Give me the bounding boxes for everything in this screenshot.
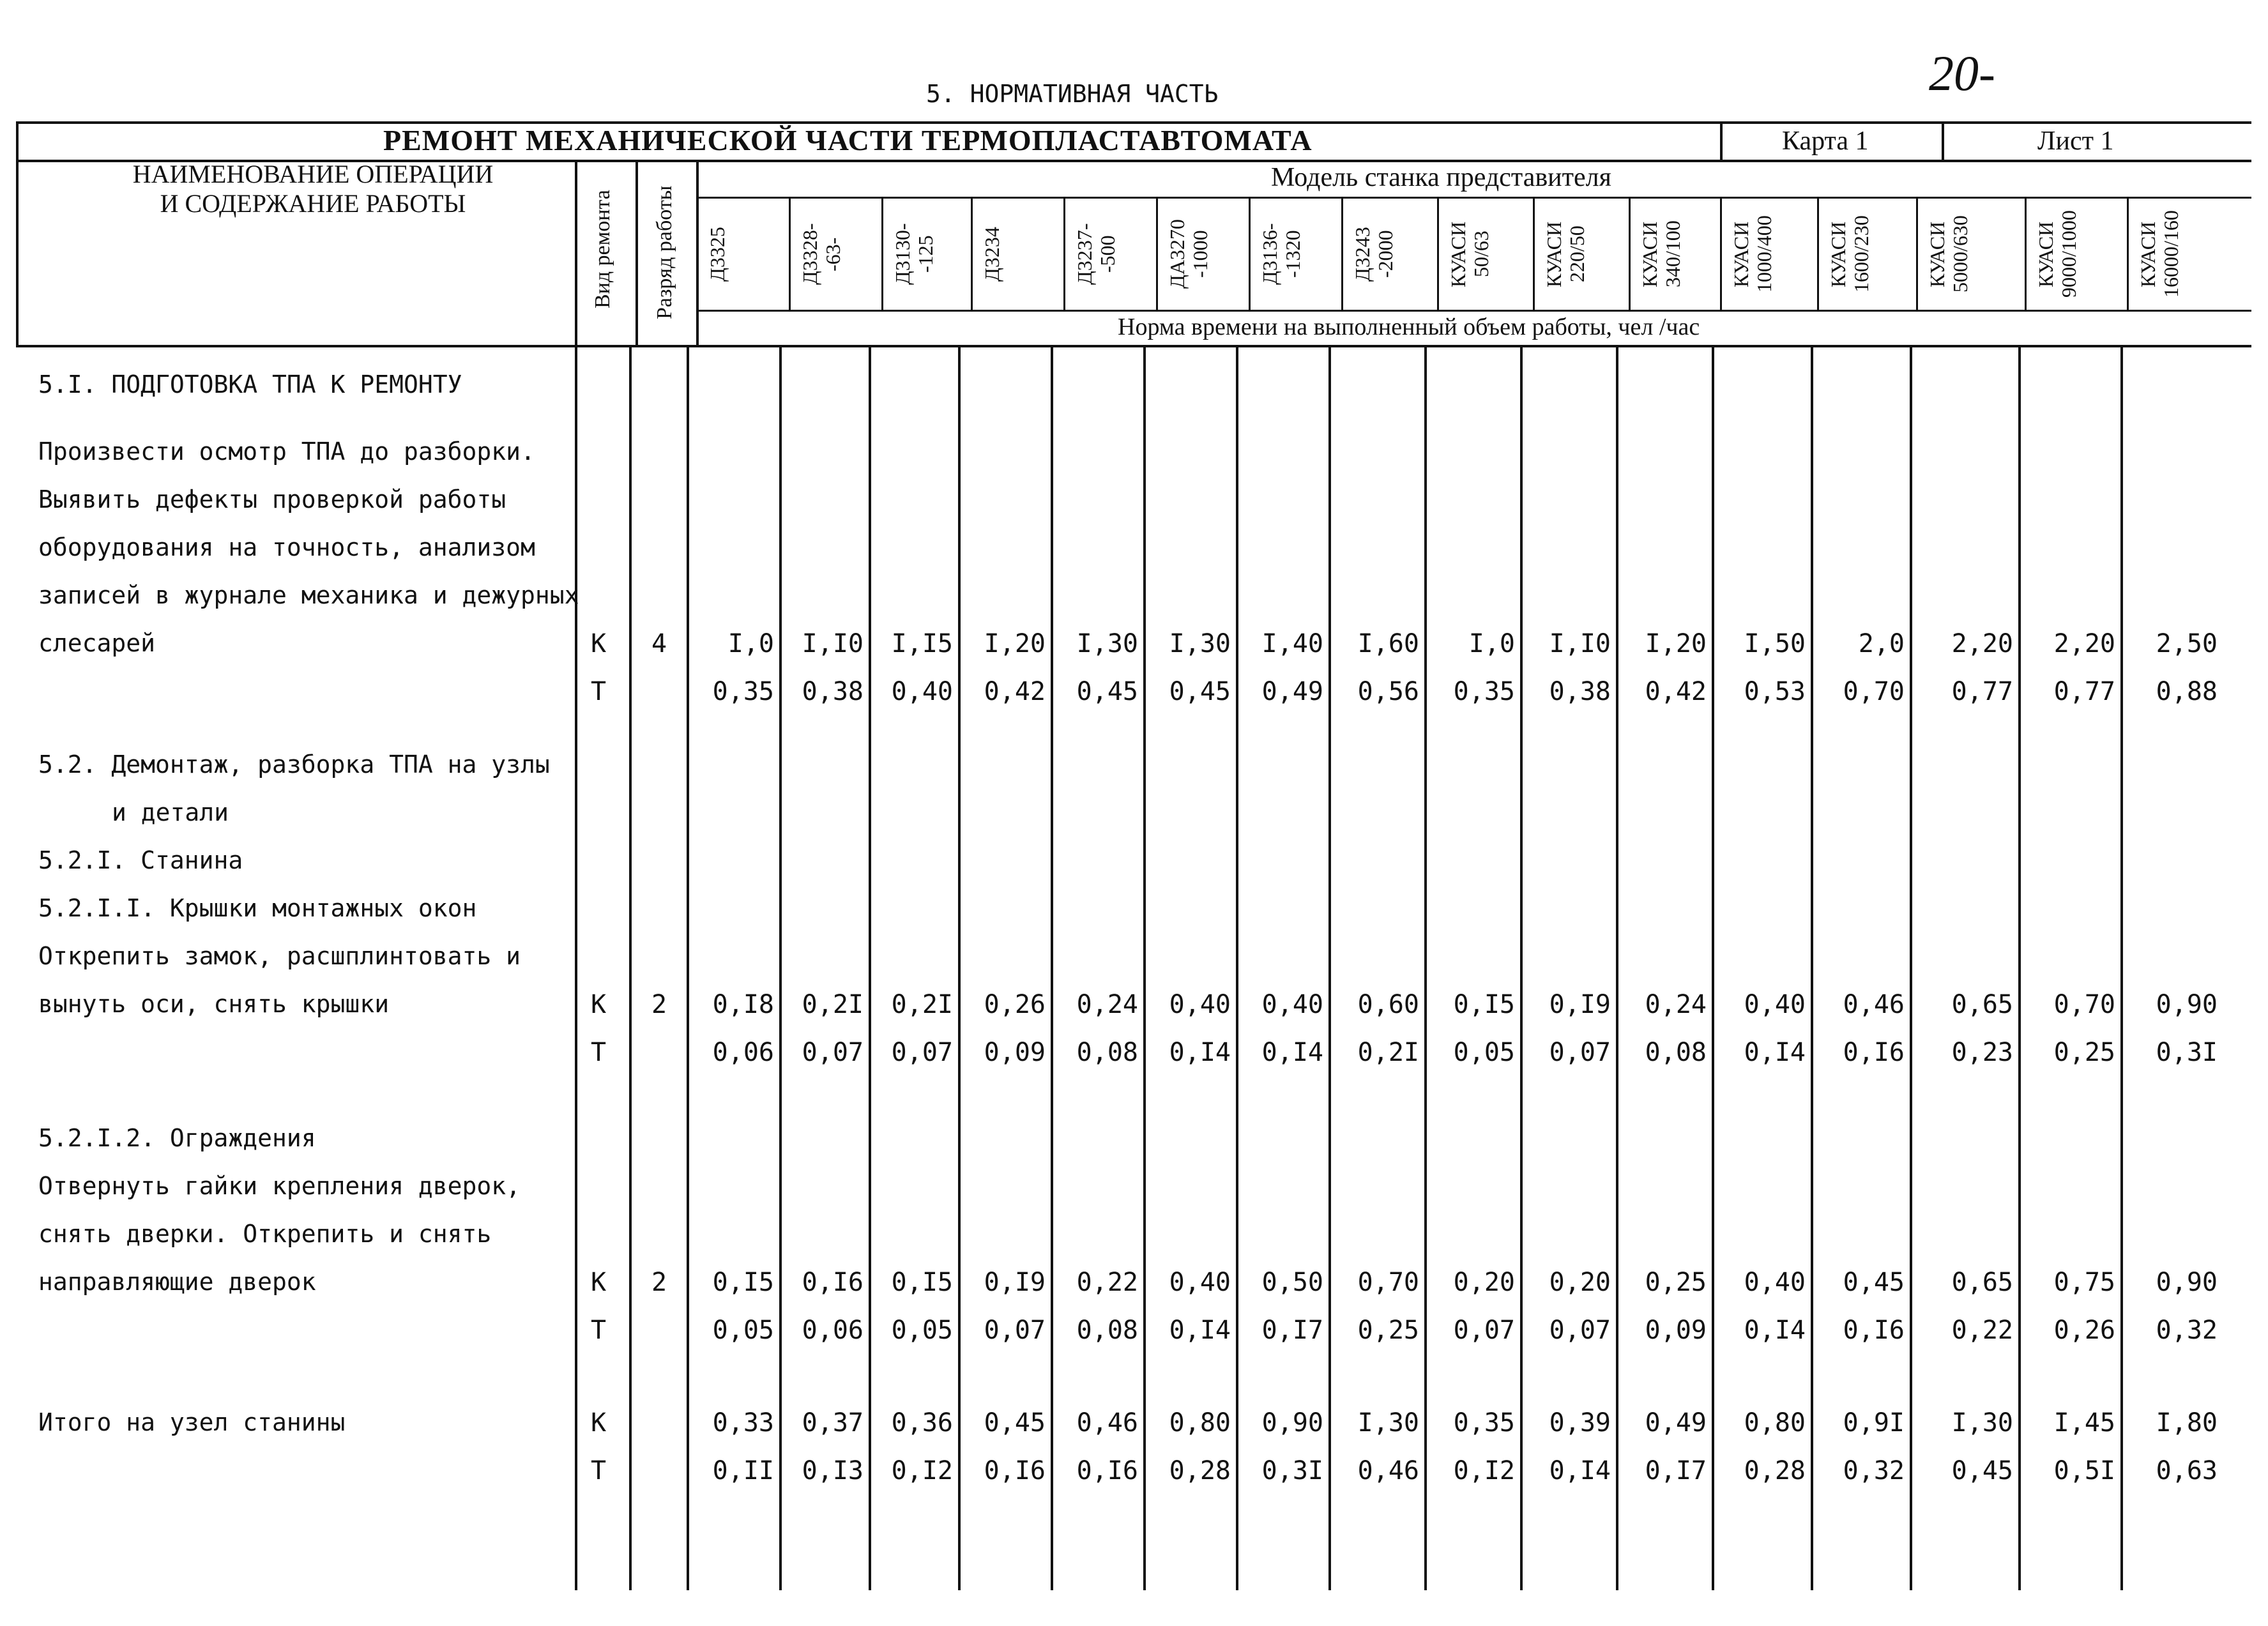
norm-value-cell: 0,I2: [1453, 1456, 1515, 1485]
norm-value-cell: 0,50: [1261, 1268, 1323, 1297]
norm-value-cell: 0,22: [1951, 1316, 2013, 1345]
norm-value-cell: 0,08: [1645, 1038, 1707, 1067]
norm-value-cell: 0,I6: [1076, 1456, 1138, 1485]
norm-value-cell: 0,I2: [891, 1456, 953, 1485]
repair-type-cell: К: [591, 1268, 607, 1297]
norm-value-cell: 0,I6: [802, 1268, 864, 1297]
norm-value-cell: I,20: [984, 629, 1046, 658]
norm-value-cell: 0,3I: [2156, 1038, 2218, 1067]
norm-value-cell: 0,II: [712, 1456, 774, 1485]
norm-value-cell: 0,77: [1951, 677, 2013, 706]
norm-value-cell: 0,I5: [712, 1268, 774, 1297]
section-5-2-title-cont: и детали: [112, 798, 229, 826]
norm-value-cell: I,20: [1645, 629, 1707, 658]
grid-column-line: [1143, 345, 1146, 1590]
grid-column-line: [1712, 345, 1714, 1590]
norm-value-cell: 0,39: [1549, 1408, 1611, 1438]
norm-value-cell: 2,20: [2053, 629, 2115, 658]
norm-value-cell: 0,I4: [1744, 1038, 1806, 1067]
norm-value-cell: 2,20: [1951, 629, 2013, 658]
model-header-15: КУАСИ 16000/160: [2136, 210, 2182, 298]
norm-value-cell: 0,88: [2156, 677, 2218, 706]
norm-value-cell: 0,25: [1645, 1268, 1707, 1297]
model-header-2: Д3130- -125: [891, 223, 937, 285]
norm-value-cell: 0,2I: [802, 990, 864, 1019]
norm-value-cell: 0,80: [1744, 1408, 1806, 1438]
norm-value-cell: 0,70: [1843, 677, 1905, 706]
norm-value-cell: I,30: [1951, 1408, 2013, 1438]
section-5-1-line-3: оборудования на точность, анализом: [38, 533, 535, 561]
norm-value-cell: 0,35: [1453, 1408, 1515, 1438]
norm-value-cell: 0,3I: [1261, 1456, 1323, 1485]
norm-value-cell: 0,26: [984, 990, 1046, 1019]
norm-value-cell: 0,28: [1169, 1456, 1231, 1485]
norm-value-cell: 0,70: [1357, 1268, 1419, 1297]
norm-value-cell: 0,I4: [1169, 1038, 1231, 1067]
model-header-0: Д3325: [706, 227, 729, 282]
norm-value-cell: 0,20: [1549, 1268, 1611, 1297]
norm-value-cell: 0,46: [1076, 1408, 1138, 1438]
norm-value-cell: I,0: [1468, 629, 1515, 658]
model-header-9: КУАСИ 220/50: [1542, 221, 1588, 287]
norm-value-cell: 0,90: [2156, 990, 2218, 1019]
model-header-8: КУАСИ 50/63: [1447, 221, 1493, 287]
norm-value-cell: 0,25: [1357, 1316, 1419, 1345]
norm-value-cell: 0,40: [1261, 990, 1323, 1019]
norm-value-cell: 0,40: [1169, 1268, 1231, 1297]
norm-value-cell: 0,06: [712, 1038, 774, 1067]
norm-value-cell: 0,I6: [1843, 1316, 1905, 1345]
norm-value-cell: 0,35: [712, 677, 774, 706]
repair-type-cell: Т: [591, 1038, 607, 1067]
section-5-1-line-2: Выявить дефекты проверкой работы: [38, 485, 506, 513]
norm-value-cell: 0,I4: [1744, 1316, 1806, 1345]
model-header-12: КУАСИ 1600/230: [1827, 215, 1873, 293]
work-grade-header: Разряд работы: [653, 185, 676, 319]
norm-value-cell: 0,23: [1951, 1038, 2013, 1067]
norm-value-cell: 0,I5: [1453, 990, 1515, 1019]
norm-value-cell: 0,42: [1645, 677, 1707, 706]
norm-value-cell: 0,09: [1645, 1316, 1707, 1345]
norm-value-cell: 0,5I: [2053, 1456, 2115, 1485]
norm-value-cell: 0,I4: [1261, 1038, 1323, 1067]
section-5-2-1-1-title: 5.2.I.I. Крышки монтажных окон: [38, 894, 477, 922]
grid-column-line: [958, 345, 961, 1590]
norm-value-cell: 0,32: [1843, 1456, 1905, 1485]
page-number: 20-: [1929, 45, 1995, 101]
norm-value-cell: I,I5: [891, 629, 953, 658]
norm-value-cell: 0,33: [712, 1408, 774, 1438]
norm-value-cell: 0,60: [1357, 990, 1419, 1019]
norm-value-cell: 0,25: [2053, 1038, 2115, 1067]
norm-value-cell: I,50: [1744, 629, 1806, 658]
norm-value-cell: 0,09: [984, 1038, 1046, 1067]
norm-value-cell: 0,24: [1645, 990, 1707, 1019]
operation-name-header: НАИМЕНОВАНИЕ ОПЕРАЦИИ И СОДЕРЖАНИЕ РАБОТЫ: [132, 160, 494, 218]
section-5-2-1-1-line-2: вынуть оси, снять крышки: [38, 990, 390, 1018]
norm-value-cell: 0,56: [1357, 677, 1419, 706]
grid-column-line: [1811, 345, 1813, 1590]
norm-value-cell: 0,45: [1951, 1456, 2013, 1485]
norm-value-cell: I,30: [1357, 1408, 1419, 1438]
norm-value-cell: 0,08: [1076, 1038, 1138, 1067]
model-header-1: Д3328- -63-: [798, 223, 844, 285]
model-header-11: КУАСИ 1000/400: [1730, 215, 1776, 293]
norm-value-cell: 0,24: [1076, 990, 1138, 1019]
norm-value-cell: 0,07: [802, 1038, 864, 1067]
section-5-2-1-2-line-1: Отвернуть гайки крепления дверок,: [38, 1172, 521, 1200]
norm-value-cell: 0,75: [2053, 1268, 2115, 1297]
norm-value-cell: 0,42: [984, 677, 1046, 706]
norm-value-cell: 0,I9: [1549, 990, 1611, 1019]
model-header-7: Д3243 -2000: [1351, 227, 1397, 282]
section-5-1-line-5: слесарей: [38, 629, 156, 657]
norm-value-cell: 0,45: [1169, 677, 1231, 706]
norm-value-cell: 0,45: [1843, 1268, 1905, 1297]
grid-column-line: [1520, 345, 1523, 1590]
norm-value-cell: 0,I4: [1169, 1316, 1231, 1345]
grid-column-line: [1424, 345, 1427, 1590]
model-header-13: КУАСИ 5000/630: [1926, 215, 1972, 293]
grid-column-line: [2018, 345, 2021, 1590]
model-header-14: КУАСИ 9000/1000: [2034, 210, 2080, 298]
section-5-1-title: 5.I. ПОДГОТОВКА ТПА К РЕМОНТУ: [38, 370, 462, 399]
work-grade-cell: 4: [651, 629, 667, 658]
norm-value-cell: 0,77: [2053, 677, 2115, 706]
grid-column-line: [575, 345, 577, 1590]
norm-value-cell: 0,22: [1076, 1268, 1138, 1297]
norm-value-cell: 0,49: [1261, 677, 1323, 706]
norm-value-cell: I,0: [727, 629, 774, 658]
norm-value-cell: I,60: [1357, 629, 1419, 658]
norm-value-cell: 0,07: [1549, 1038, 1611, 1067]
grid-column-line: [869, 345, 871, 1590]
section-5-2-1-2-line-2: снять дверки. Открепить и снять: [38, 1220, 492, 1248]
norm-value-cell: 0,40: [891, 677, 953, 706]
model-header-6: Д3136- -1320: [1258, 223, 1304, 285]
norm-value-cell: 0,45: [1076, 677, 1138, 706]
model-header-10: КУАСИ 340/100: [1638, 220, 1684, 288]
norm-value-cell: 0,05: [1453, 1038, 1515, 1067]
grid-column-line: [1236, 345, 1238, 1590]
norm-value-cell: 0,I7: [1645, 1456, 1707, 1485]
norm-value-cell: 0,36: [891, 1408, 953, 1438]
section-header: 5. НОРМАТИВНАЯ ЧАСТЬ: [926, 80, 1219, 108]
repair-type-cell: Т: [591, 677, 607, 706]
grid-column-line: [779, 345, 782, 1590]
sheet-label: Лист 1: [2037, 126, 2114, 156]
norm-value-cell: 0,I8: [712, 990, 774, 1019]
work-grade-cell: 2: [651, 990, 667, 1019]
norm-value-cell: 0,26: [2053, 1316, 2115, 1345]
norm-value-cell: I,30: [1076, 629, 1138, 658]
norm-value-cell: 0,07: [891, 1038, 953, 1067]
norm-value-cell: 0,I4: [1549, 1456, 1611, 1485]
norm-value-cell: 0,90: [2156, 1268, 2218, 1297]
norm-value-cell: 0,28: [1744, 1456, 1806, 1485]
norm-value-cell: 2,50: [2156, 629, 2218, 658]
norm-value-cell: 0,40: [1744, 1268, 1806, 1297]
norm-value-cell: 0,65: [1951, 1268, 2013, 1297]
card-label: Карта 1: [1782, 126, 1869, 156]
document-title: РЕМОНТ МЕХАНИЧЕСКОЙ ЧАСТИ ТЕРМОПЛАСТАВТОМАТА: [383, 124, 1313, 156]
norm-value-cell: 0,46: [1843, 990, 1905, 1019]
norm-value-cell: I,30: [1169, 629, 1231, 658]
norm-value-cell: 0,I3: [802, 1456, 864, 1485]
norm-value-cell: 0,05: [712, 1316, 774, 1345]
norm-value-cell: 0,80: [1169, 1408, 1231, 1438]
norm-value-cell: 0,06: [802, 1316, 864, 1345]
norm-value-cell: 0,38: [802, 677, 864, 706]
grid-column-line: [687, 345, 689, 1590]
norm-value-cell: 0,07: [1549, 1316, 1611, 1345]
model-header-4: Д3237- -500: [1073, 223, 1119, 285]
grid-column-line: [2120, 345, 2123, 1590]
total-frame-title: Итого на узел станины: [38, 1408, 346, 1436]
norm-value-cell: 0,37: [802, 1408, 864, 1438]
norm-value-cell: 0,I7: [1261, 1316, 1323, 1345]
grid-column-line: [1051, 345, 1053, 1590]
repair-type-header: Вид ремонта: [591, 190, 614, 308]
norm-value-cell: 0,2I: [891, 990, 953, 1019]
grid-column-line: [1616, 345, 1618, 1590]
norm-value-cell: 0,2I: [1357, 1038, 1419, 1067]
norm-value-cell: 0,65: [1951, 990, 2013, 1019]
norm-header: Норма времени на выполненный объем работы, чел /час: [1118, 314, 1700, 340]
models-header: Модель станка представителя: [1271, 163, 1611, 192]
norm-value-cell: 0,70: [2053, 990, 2115, 1019]
section-5-2-1-1-line-1: Открепить замок, расшплинтовать и: [38, 942, 521, 970]
section-5-2-1-2-line-3: направляющие дверок: [38, 1268, 316, 1296]
norm-value-cell: 0,I5: [891, 1268, 953, 1297]
norm-value-cell: 0,07: [984, 1316, 1046, 1345]
norm-value-cell: I,45: [2053, 1408, 2115, 1438]
section-5-1-line-4: записей в журнале механика и дежурных: [38, 581, 579, 609]
norm-value-cell: 0,45: [984, 1408, 1046, 1438]
repair-type-cell: Т: [591, 1316, 607, 1345]
repair-type-cell: К: [591, 1408, 607, 1438]
repair-type-cell: К: [591, 990, 607, 1019]
norm-value-cell: 0,9I: [1843, 1408, 1905, 1438]
norm-value-cell: I,I0: [1549, 629, 1611, 658]
norm-value-cell: 0,63: [2156, 1456, 2218, 1485]
section-5-2-1-2-title: 5.2.I.2. Ограждения: [38, 1124, 316, 1152]
norm-value-cell: 0,20: [1453, 1268, 1515, 1297]
work-grade-cell: 2: [651, 1268, 667, 1297]
section-5-2-title: 5.2. Демонтаж, разборка ТПА на узлы: [38, 750, 550, 779]
norm-value-cell: I,80: [2156, 1408, 2218, 1438]
norm-value-cell: 0,46: [1357, 1456, 1419, 1485]
norm-value-cell: 0,05: [891, 1316, 953, 1345]
norm-value-cell: 0,38: [1549, 677, 1611, 706]
norm-value-cell: I,40: [1261, 629, 1323, 658]
norm-value-cell: 0,90: [1261, 1408, 1323, 1438]
norm-value-cell: 2,0: [1858, 629, 1905, 658]
norm-value-cell: 0,07: [1453, 1316, 1515, 1345]
norm-value-cell: 0,40: [1744, 990, 1806, 1019]
model-header-5: ДА3270 -1000: [1166, 219, 1212, 289]
norm-value-cell: 0,40: [1169, 990, 1231, 1019]
norm-value-cell: 0,35: [1453, 677, 1515, 706]
norm-value-cell: 0,I6: [1843, 1038, 1905, 1067]
grid-column-line: [1910, 345, 1912, 1590]
norm-value-cell: 0,I6: [984, 1456, 1046, 1485]
repair-type-cell: К: [591, 629, 607, 658]
repair-type-cell: Т: [591, 1456, 607, 1485]
norm-value-cell: 0,49: [1645, 1408, 1707, 1438]
norm-value-cell: 0,08: [1076, 1316, 1138, 1345]
norm-value-cell: 0,32: [2156, 1316, 2218, 1345]
grid-column-line: [629, 345, 632, 1590]
section-5-2-1-title: 5.2.I. Станина: [38, 846, 243, 874]
section-5-1-line-1: Произвести осмотр ТПА до разборки.: [38, 437, 535, 466]
model-header-3: Д3234: [980, 227, 1003, 282]
norm-value-cell: 0,I9: [984, 1268, 1046, 1297]
norm-value-cell: 0,53: [1744, 677, 1806, 706]
norm-value-cell: I,I0: [802, 629, 864, 658]
grid-column-line: [1328, 345, 1331, 1590]
